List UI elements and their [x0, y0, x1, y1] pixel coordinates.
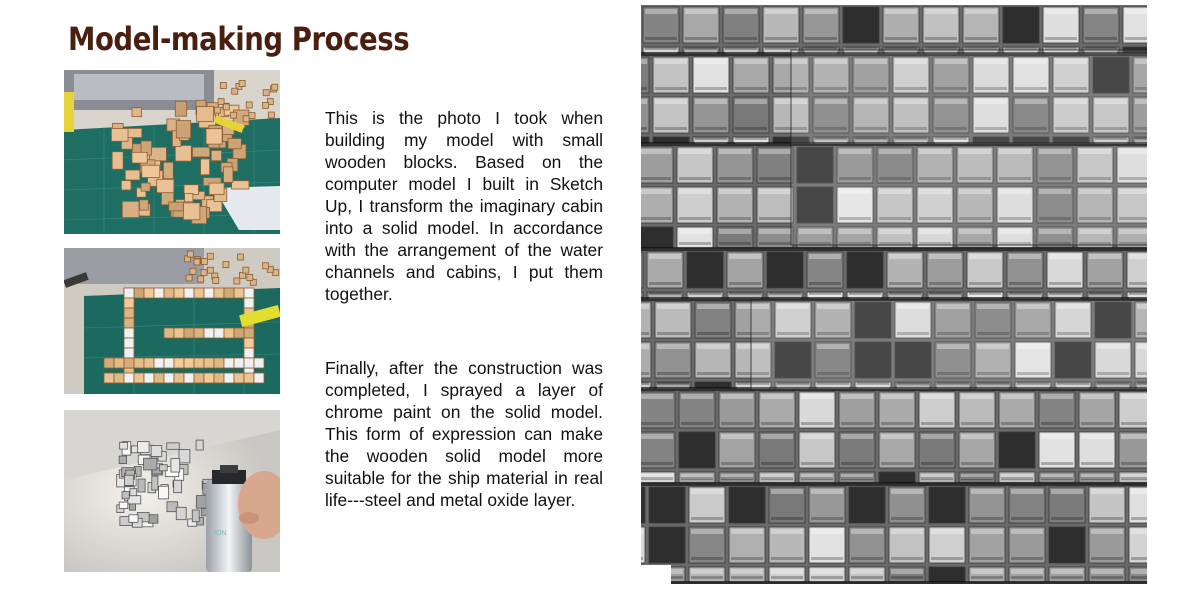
wooden-channel-model-photo	[64, 248, 280, 394]
chrome-painted-block-model-closeup-photo	[641, 5, 1157, 584]
page-title: Model-making Process	[68, 20, 410, 58]
chrome-spray-painting-photo	[64, 410, 280, 572]
process-description-paragraph: This is the photo I took when building my model with small wooden blocks. Based on the computer model I built in Sketch Up, I transform the imaginary cabin into a solid model. In accordance with the arrangement of the water channels and cabins, I put them together.	[325, 108, 603, 304]
chrome-paint-description-paragraph: Finally, after the construction was completed, I sprayed a layer of chrome paint on the solid model. This form of expression can make the wooden solid model more suitable for the ship material in real life---steel and metal oxide layer.	[325, 358, 603, 510]
wooden-blocks-on-cutting-mat-photo	[64, 70, 280, 234]
svg-text:ION: ION	[214, 530, 227, 537]
